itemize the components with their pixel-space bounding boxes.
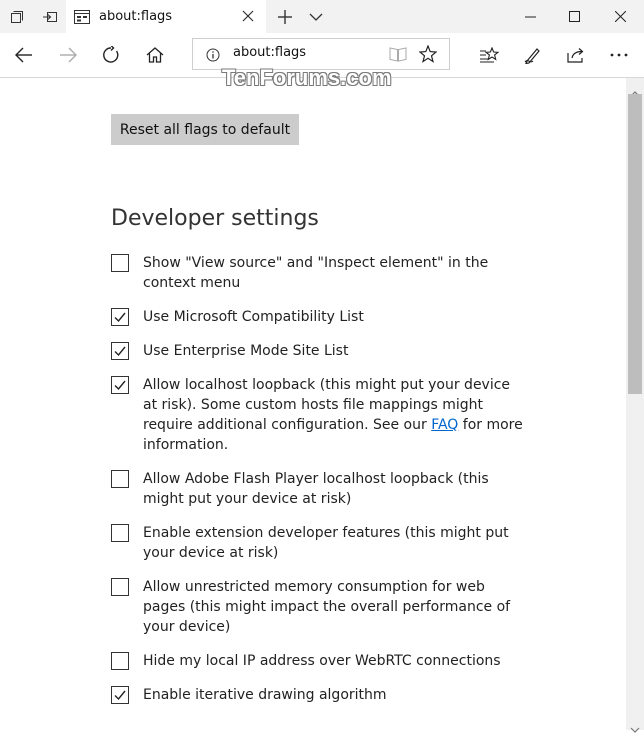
flag-checkbox[interactable] <box>111 524 129 542</box>
site-info-icon[interactable] <box>206 47 220 61</box>
flag-label: Enable extension developer features (this might put your device at risk) <box>143 525 509 561</box>
flag-label-text: for more information. <box>143 417 523 453</box>
tab-about-flags[interactable] <box>66 0 266 34</box>
home-icon[interactable] <box>142 43 168 67</box>
flag-checkbox[interactable] <box>111 470 129 488</box>
flag-label: Use Microsoft Compatibility List <box>143 309 364 325</box>
reset-all-flags-button[interactable]: Reset all flags to default <box>111 114 299 145</box>
flag-label <box>143 375 528 455</box>
close-icon[interactable] <box>598 0 642 33</box>
flag-label: Use Enterprise Mode Site List <box>143 343 349 359</box>
faq-link[interactable]: FAQ <box>431 417 459 433</box>
reading-view-icon[interactable] <box>389 46 407 66</box>
minimize-icon[interactable] <box>508 0 552 33</box>
flag-checkbox[interactable] <box>111 578 129 596</box>
watermark: TenForums.com <box>222 65 392 90</box>
title-bar <box>0 0 644 33</box>
web-note-icon[interactable] <box>520 43 546 67</box>
section-title: Developer settings <box>111 206 319 231</box>
flag-checkbox[interactable] <box>111 686 129 704</box>
flag-checkbox[interactable] <box>111 376 129 394</box>
flag-label: Allow unrestricted memory consumption for web pages (this might impact the overall performance of your device) <box>143 579 511 635</box>
back-icon[interactable] <box>11 43 37 67</box>
tab-title: about:flags <box>99 9 173 24</box>
flag-label-text: Allow localhost loopback (this might put your device at risk). Some custom hosts file mappings might require additional configuration. See our <box>143 377 511 433</box>
tab-preview-icon[interactable] <box>302 0 330 33</box>
flag-checkbox[interactable] <box>111 308 129 326</box>
flags-page <box>0 78 626 730</box>
checkmark-icon <box>114 345 126 357</box>
page-favicon-icon <box>74 9 90 23</box>
checkmark-icon <box>114 379 126 391</box>
vertical-scrollbar[interactable] <box>626 78 644 730</box>
scrollbar-thumb[interactable] <box>628 94 642 394</box>
forward-icon[interactable] <box>55 43 81 67</box>
checkmark-icon <box>114 689 126 701</box>
favorite-star-icon[interactable] <box>419 45 437 67</box>
checkmark-icon <box>114 311 126 323</box>
new-tab-icon[interactable] <box>270 0 300 33</box>
maximize-icon[interactable] <box>552 0 596 33</box>
favorites-hub-icon[interactable] <box>476 43 502 67</box>
url-input[interactable] <box>233 45 373 60</box>
refresh-icon[interactable] <box>98 43 124 67</box>
flag-checkbox[interactable] <box>111 342 129 360</box>
scroll-down-arrow-icon[interactable] <box>630 718 640 737</box>
share-icon[interactable] <box>563 43 589 67</box>
tab-close-icon[interactable] <box>238 6 258 26</box>
set-aside-tabs-icon[interactable] <box>35 0 65 33</box>
tab-manager-icon[interactable] <box>0 0 33 33</box>
flag-label: Allow Adobe Flash Player localhost loopback (this might put your device at risk) <box>143 471 489 507</box>
more-icon[interactable] <box>606 43 632 67</box>
flag-label: Show "View source" and "Inspect element" in the context menu <box>143 255 489 291</box>
flag-checkbox[interactable] <box>111 254 129 272</box>
flag-label: Hide my local IP address over WebRTC connections <box>143 653 501 669</box>
flag-label: Enable iterative drawing algorithm <box>143 687 387 703</box>
flag-checkbox[interactable] <box>111 652 129 670</box>
